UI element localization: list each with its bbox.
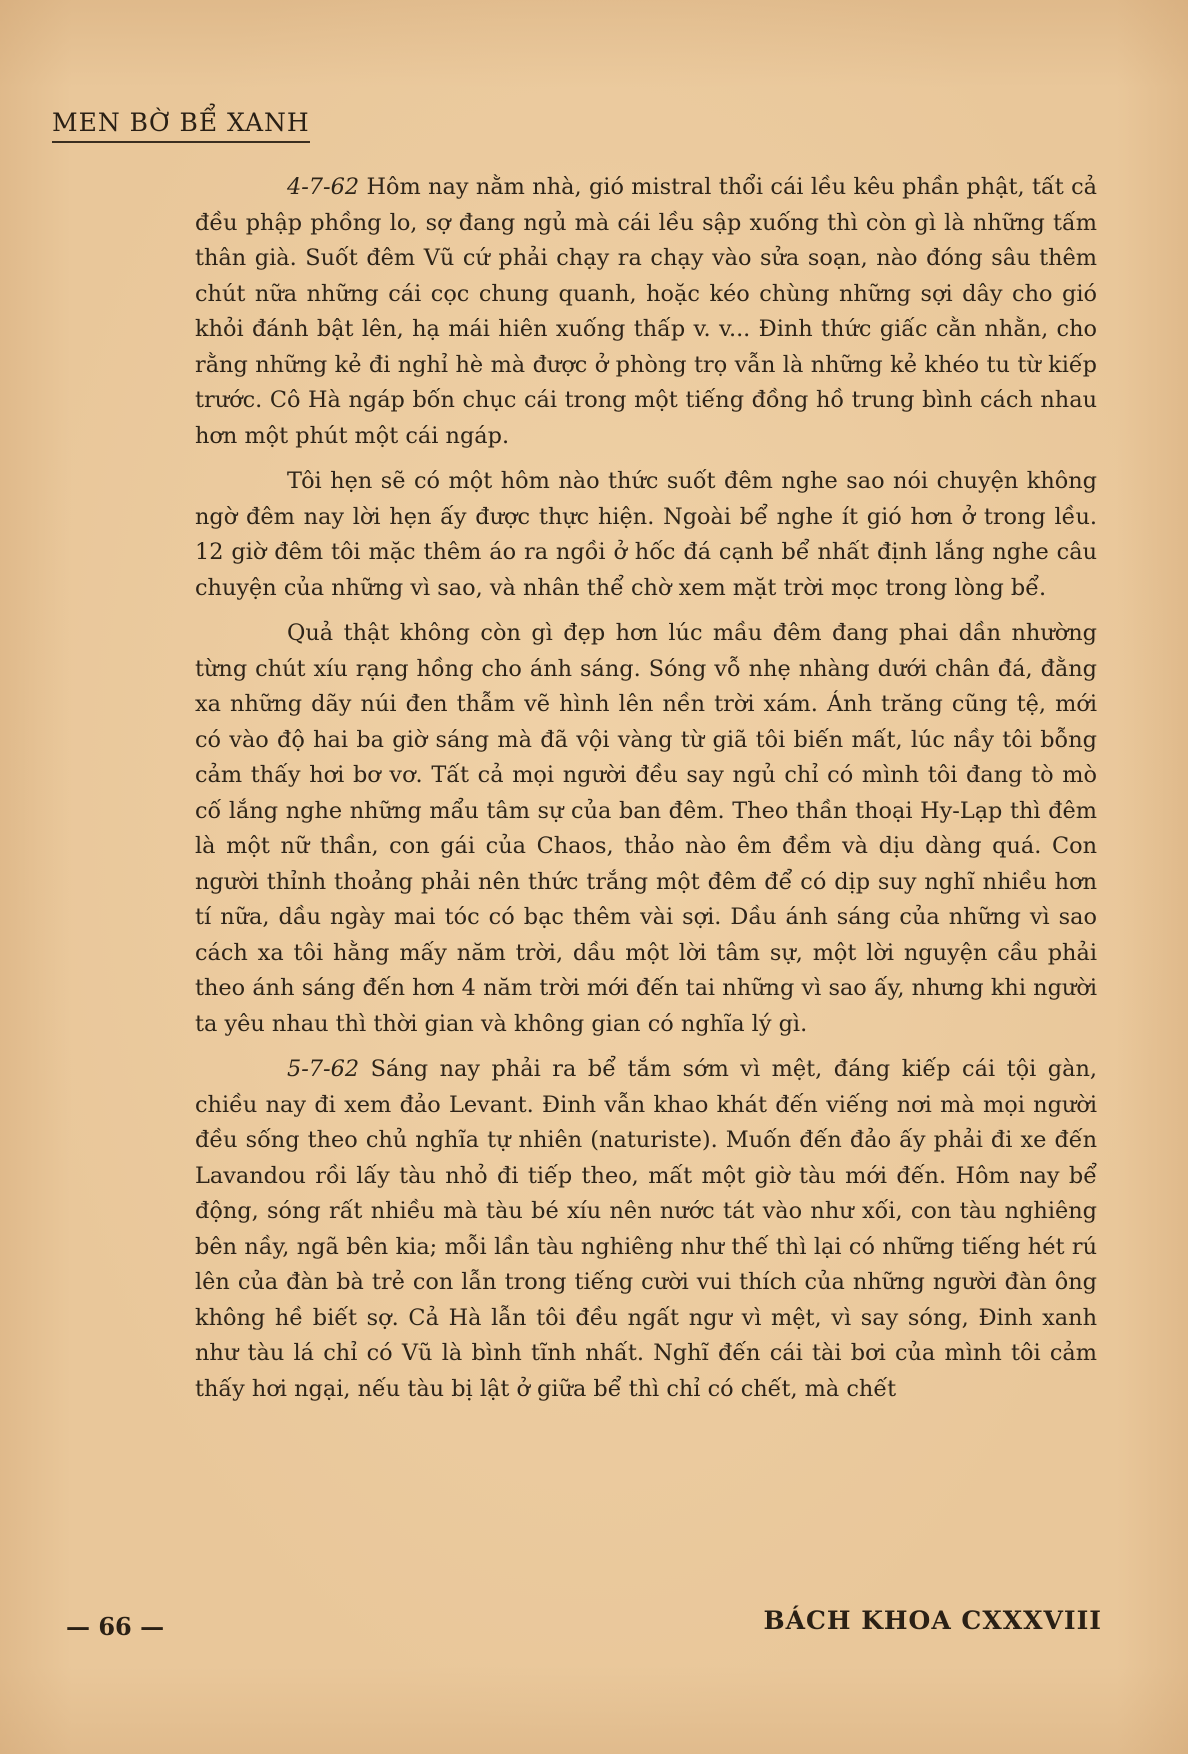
- paragraph-text: Sáng nay phải ra bể tắm sớm vì mệt, đáng kiếp cái tội gàn, chiều nay đi xem đảo Levant. Đinh vẫn khao khát đến viếng nơi mà mọi người đều sống theo chủ nghĩa tự nhiên (naturiste). Muốn đến đảo ấy phải đi xe đến Lavandou rồi lấy tàu nhỏ đi tiếp theo, mất một giờ tàu mới đến. Hôm nay bể động, sóng rất nhiều mà tàu bé xíu nên nước tát vào như xối, con tàu nghiêng bên nầy, ngã bên kia; mỗi lần tàu nghiêng như thế thì lại có những tiếng hét rú lên của đàn bà trẻ con lẫn trong tiếng cười vui thích của những người đàn ông không hề biết sợ. Cả Hà lẫn tôi đều ngất ngư vì mệt, vì say sóng, Đinh xanh như tàu lá chỉ có Vũ là bình tĩnh nhất. Nghĩ đến cái tài bơi của mình tôi cảm thấy hơi ngại, nếu tàu bị lật ở giữa bể thì chỉ có chết, mà chết: [195, 1056, 1097, 1402]
- article-body: [195, 170, 1097, 1417]
- page-number: — 66 —: [66, 1612, 165, 1641]
- running-title: MEN BỜ BỂ XANH: [52, 108, 310, 143]
- paragraph-text: Hôm nay nằm nhà, gió mistral thổi cái lều kêu phần phật, tất cả đều phập phồng lo, sợ đang ngủ mà cái lều sập xuống thì còn gì là những tấm thân già. Suốt đêm Vũ cứ phải chạy ra chạy vào sửa soạn, nào đóng sâu thêm chút nữa những cái cọc chung quanh, hoặc kéo chùng những sợi dây cho gió khỏi đánh bật lên, hạ mái hiên xuống thấp v. v... Đinh thức giấc cằn nhằn, cho rằng những kẻ đi nghỉ hè mà được ở phòng trọ vẫn là những kẻ khéo tu từ kiếp trước. Cô Hà ngáp bốn chục cái trong một tiếng đồng hồ trung bình cách nhau hơn một phút một cái ngáp.: [195, 174, 1097, 449]
- entry-date: 4-7-62: [287, 174, 360, 200]
- paragraph: [195, 464, 1097, 606]
- paragraph: [195, 616, 1097, 1042]
- paragraph-text: Tôi hẹn sẽ có một hôm nào thức suốt đêm nghe sao nói chuyện không ngờ đêm nay lời hẹn ấy được thực hiện. Ngoài bể nghe ít gió hơn ở trong lều. 12 giờ đêm tôi mặc thêm áo ra ngồi ở hốc đá cạnh bể nhất định lắng nghe câu chuyện của những vì sao, và nhân thể chờ xem mặt trời mọc trong lòng bể.: [195, 468, 1097, 601]
- paragraph-text: Quả thật không còn gì đẹp hơn lúc mầu đêm đang phai dần nhường từng chút xíu rạng hồng cho ánh sáng. Sóng vỗ nhẹ nhàng dưới chân đá, đằng xa những dãy núi đen thẫm vẽ hình lên nền trời xám. Ánh trăng cũng tệ, mới có vào độ hai ba giờ sáng mà đã vội vàng từ giã tôi biến mất, lúc nầy tôi bỗng cảm thấy hơi bơ vơ. Tất cả mọi người đều say ngủ chỉ có mình tôi đang tò mò cố lắng nghe những mẩu tâm sự của ban đêm. Theo thần thoại Hy-Lạp thì đêm là một nữ thần, con gái của Chaos, thảo nào êm đềm và dịu dàng quá. Con người thỉnh thoảng phải nên thức trắng một đêm để có dịp suy nghĩ nhiều hơn tí nữa, dầu ngày mai tóc có bạc thêm vài sợi. Dầu ánh sáng của những vì sao cách xa tôi hằng mấy năm trời, dầu một lời tâm sự, một lời nguyện cầu phải theo ánh sáng đến hơn 4 năm trời mới đến tai những vì sao ấy, nhưng khi người ta yêu nhau thì thời gian và không gian có nghĩa lý gì.: [195, 620, 1097, 1037]
- paragraph: [195, 1052, 1097, 1407]
- entry-date: 5-7-62: [287, 1056, 360, 1082]
- paragraph: [195, 170, 1097, 454]
- publication-name: BÁCH KHOA CXXXVIII: [763, 1606, 1102, 1635]
